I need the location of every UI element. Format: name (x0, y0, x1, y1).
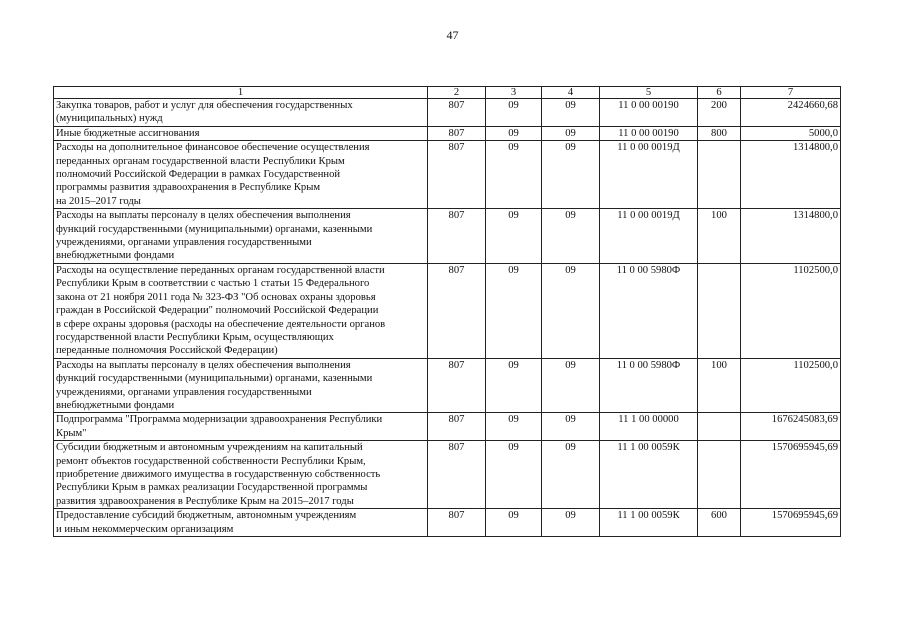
description-line: закона от 21 ноября 2011 года № 323-ФЗ "Об основах охраны здоровья (56, 291, 376, 303)
expense-type-code-cell: 100 (698, 209, 741, 264)
description-line: Республики Крым в соответствии с частью 1 статьи 15 Федерального (56, 278, 370, 290)
table-row (54, 263, 841, 358)
amount-cell: 1102500,0 (741, 358, 841, 413)
amount-cell: 1570695945,69 (741, 441, 841, 509)
budget-table (53, 86, 841, 537)
row-description (54, 358, 428, 413)
description-line: Крым" (56, 427, 87, 439)
target-item-code-cell: 11 1 00 0059К (600, 509, 698, 537)
section-code-cell: 09 (486, 209, 542, 264)
amount-cell: 1676245083,69 (741, 413, 841, 441)
page-number: 47 (446, 28, 459, 42)
ministry-code-cell: 807 (428, 126, 486, 140)
description-line: на 2015–2017 годы (56, 195, 141, 207)
subsection-code-cell: 09 (542, 509, 600, 537)
ministry-code-cell: 807 (428, 509, 486, 537)
section-code-cell: 09 (486, 263, 542, 358)
header-cell-2: 2 (428, 87, 486, 99)
expense-type-code-cell (698, 441, 741, 509)
description-line: учреждениями, органами управления государственными (56, 386, 312, 398)
subsection-code-cell: 09 (542, 209, 600, 264)
row-description (54, 99, 428, 127)
row-description (54, 441, 428, 509)
description-line: и иным некоммерческим организациям (56, 523, 234, 535)
description-line: функций государственными (муниципальными) органами, казенными (56, 223, 373, 235)
description-line: функций государственными (муниципальными) органами, казенными (56, 373, 373, 385)
section-code-cell: 09 (486, 413, 542, 441)
description-line: ремонт объектов государственной собственности Республики Крым, (56, 455, 366, 467)
description-line: (муниципальных) нужд (56, 113, 163, 125)
table-body (54, 99, 841, 537)
description-line: полномочий Российской Федерации в рамках Государственной (56, 169, 341, 181)
expense-type-code-cell: 600 (698, 509, 741, 537)
table-row (54, 126, 841, 140)
subsection-code-cell: 09 (542, 358, 600, 413)
amount-cell: 1314800,0 (741, 141, 841, 209)
description-line: граждан в Российской Федерации" полномочий Российской Федерации (56, 305, 379, 317)
section-code-cell: 09 (486, 509, 542, 537)
ministry-code-cell: 807 (428, 263, 486, 358)
description-line: Субсидии бюджетным и автономным учреждениям на капитальный (56, 442, 363, 454)
section-code-cell: 09 (486, 141, 542, 209)
description-line: в сфере охраны здоровья (расходы на обеспечение деятельности органов (56, 318, 386, 330)
expense-type-code-cell (698, 413, 741, 441)
row-description (54, 209, 428, 264)
section-code-cell: 09 (486, 126, 542, 140)
section-code-cell: 09 (486, 99, 542, 127)
amount-cell: 5000,0 (741, 126, 841, 140)
description-line: переданных органам государственной власти Республики Крым (56, 155, 345, 167)
description-line: Расходы на дополнительное финансовое обеспечение осуществления (56, 142, 370, 154)
target-item-code-cell: 11 0 00 0019Д (600, 141, 698, 209)
row-description (54, 126, 428, 140)
header-cell-7: 7 (741, 87, 841, 99)
target-item-code-cell: 11 0 00 5980Ф (600, 263, 698, 358)
table-row (54, 141, 841, 209)
description-line: Подпрограмма "Программа модернизации здравоохранения Республики (56, 414, 383, 426)
target-item-code-cell: 11 1 00 00000 (600, 413, 698, 441)
table-row (54, 509, 841, 537)
subsection-code-cell: 09 (542, 99, 600, 127)
description-line: приобретение движимого имущества в государственную собственность (56, 468, 381, 480)
amount-cell: 2424660,68 (741, 99, 841, 127)
header-cell-3: 3 (486, 87, 542, 99)
ministry-code-cell: 807 (428, 141, 486, 209)
table-row (54, 413, 841, 441)
header-cell-5: 5 (600, 87, 698, 99)
amount-cell: 1570695945,69 (741, 509, 841, 537)
row-description (54, 413, 428, 441)
target-item-code-cell: 11 0 00 00190 (600, 126, 698, 140)
ministry-code-cell: 807 (428, 441, 486, 509)
description-line: переданные полномочия Российской Федерации) (56, 345, 278, 357)
section-code-cell: 09 (486, 358, 542, 413)
table-row (54, 441, 841, 509)
header-cell-4: 4 (542, 87, 600, 99)
ministry-code-cell: 807 (428, 209, 486, 264)
expense-type-code-cell: 800 (698, 126, 741, 140)
description-line: Республики Крым в рамках реализации Государственной программы (56, 482, 368, 494)
subsection-code-cell: 09 (542, 126, 600, 140)
expense-type-code-cell (698, 263, 741, 358)
table-row (54, 99, 841, 127)
description-line: Закупка товаров, работ и услуг для обеспечения государственных (56, 100, 353, 111)
row-description (54, 263, 428, 358)
amount-cell: 1314800,0 (741, 209, 841, 264)
ministry-code-cell: 807 (428, 413, 486, 441)
ministry-code-cell: 807 (428, 99, 486, 127)
subsection-code-cell: 09 (542, 141, 600, 209)
target-item-code-cell: 11 0 00 5980Ф (600, 358, 698, 413)
description-line: развития здравоохранения в Республике Крым на 2015–2017 годы (56, 495, 354, 507)
description-line: Иные бюджетные ассигнования (56, 127, 200, 139)
table-row (54, 358, 841, 413)
expense-type-code-cell (698, 141, 741, 209)
description-line: Расходы на осуществление переданных органам государственной власти (56, 264, 385, 276)
header-cell-1: 1 (54, 87, 428, 99)
header-cell-6: 6 (698, 87, 741, 99)
target-item-code-cell: 11 0 00 00190 (600, 99, 698, 127)
subsection-code-cell: 09 (542, 441, 600, 509)
description-line: государственной власти Республики Крым, осуществляющих (56, 331, 334, 343)
expense-type-code-cell: 100 (698, 358, 741, 413)
description-line: Предоставление субсидий бюджетным, автономным учреждениям (56, 510, 357, 522)
ministry-code-cell: 807 (428, 358, 486, 413)
description-line: программы развития здравоохранения в Республике Крым (56, 182, 321, 194)
description-line: внебюджетными фондами (56, 399, 175, 411)
expense-type-code-cell: 200 (698, 99, 741, 127)
description-line: Расходы на выплаты персоналу в целях обеспечения выполнения (56, 359, 351, 371)
table-row (54, 209, 841, 264)
subsection-code-cell: 09 (542, 413, 600, 441)
description-line: Расходы на выплаты персоналу в целях обеспечения выполнения (56, 210, 351, 222)
row-description (54, 141, 428, 209)
description-line: учреждениями, органами управления государственными (56, 237, 312, 249)
amount-cell: 1102500,0 (741, 263, 841, 358)
subsection-code-cell: 09 (542, 263, 600, 358)
target-item-code-cell: 11 0 00 0019Д (600, 209, 698, 264)
description-line: внебюджетными фондами (56, 250, 175, 262)
table-header-row (54, 87, 841, 99)
section-code-cell: 09 (486, 441, 542, 509)
row-description (54, 509, 428, 537)
target-item-code-cell: 11 1 00 0059К (600, 441, 698, 509)
